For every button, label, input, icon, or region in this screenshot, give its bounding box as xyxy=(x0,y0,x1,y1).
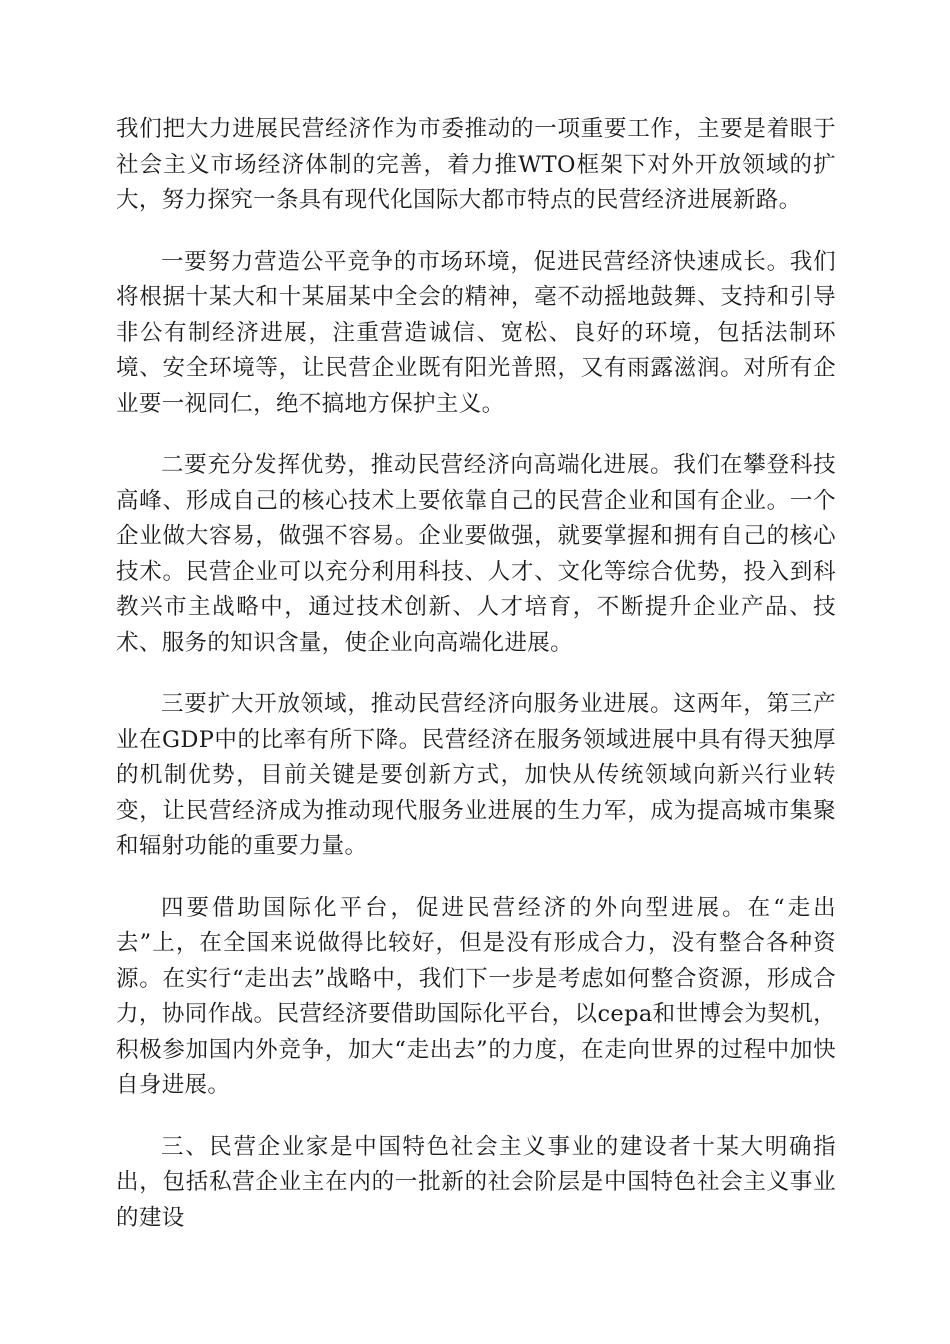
paragraph-point-3: 三要扩大开放领域，推动民营经济向服务业进展。这两年，第三产业在GDP中的比率有所下降。民营经济在服务领域进展中具有得天独厚的机制优势，目前关键是要创新方式，加快从传统领域向新兴行业转变，让民营经济成为推动现代服务业进展的生力军，成为提高城市集聚和辐射功能的重要力量。 xyxy=(116,691,836,859)
paragraph-intro: 我们把大力进展民营经济作为市委推动的一项重要工作，主要是着眼于社会主义市场经济体制的完善，着力推WTO框架下对外开放领域的扩大，努力探究一条具有现代化国际大都市特点的民营经济进展新路。 xyxy=(116,116,836,213)
paragraph-point-1: 一要努力营造公平竞争的市场环境，促进民营经济快速成长。我们将根据十某大和十某届某中全会的精神，毫不动摇地鼓舞、支持和引导非公有制经济进展，注重营造诚信、宽松、良好的环境，包括法制环境、安全环境等，让民营企业既有阳光普照，又有雨露滋润。对所有企业要一视同仁，绝不搞地方保护主义。 xyxy=(116,248,836,417)
paragraph-point-2: 二要充分发挥优势，推动民营经济向高端化进展。我们在攀登科技高峰、形成自己的核心技术上要依靠自己的民营企业和国有企业。一个企业做大容易，做强不容易。企业要做强，就要掌握和拥有自己的核心技术。民营企业可以充分利用科技、人才、文化等综合优势，投入到科教兴市主战略中，通过技术创新、人才培育，不断提升企业产品、技术、服务的知识含量，使企业向高端化进展。 xyxy=(116,452,836,656)
document-body xyxy=(116,112,836,1262)
paragraph-point-4: 四要借助国际化平台，促进民营经济的外向型进展。在“走出去”上，在全国来说做得比较好，但是没有形成合力，没有整合各种资源。在实行“走出去”战略中，我们下一步是考虑如何整合资源，形成合力，协同作战。民营经济要借助国际化平台，以cepa和世博会为契机，积极参加国内外竞争，加大“走出去”的力度，在走向世界的过程中加快自身进展。 xyxy=(116,894,836,1098)
paragraph-section-3: 三、民营企业家是中国特色社会主义事业的建设者十某大明确指出，包括私营企业主在内的一批新的社会阶层是中国特色社会主义事业的建设 xyxy=(116,1133,836,1231)
